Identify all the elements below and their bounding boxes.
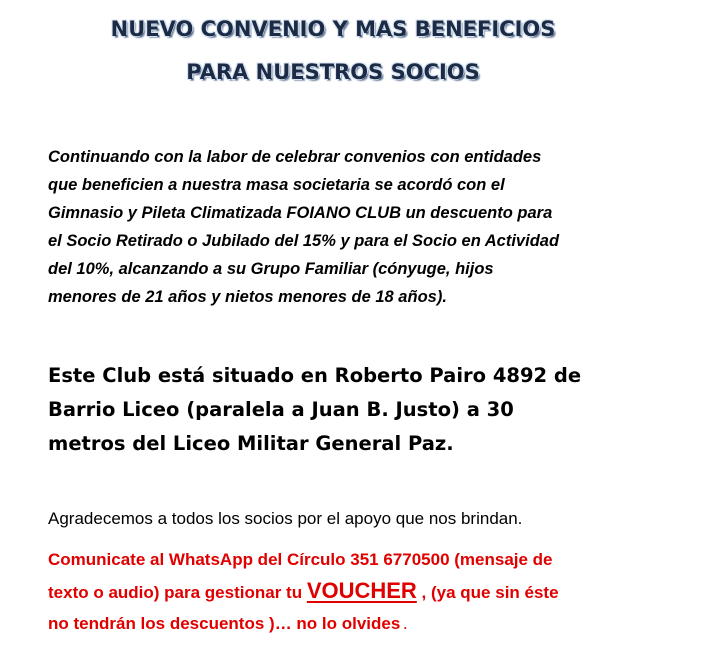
location-line: Barrio Liceo (paralela a Juan B. Justo) a 30	[48, 398, 514, 421]
whatsapp-line-1: Comunicate al WhatsApp del Círculo 351 6770500 (mensaje de	[48, 550, 553, 569]
whatsapp-notice	[48, 544, 668, 641]
intro-paragraph	[48, 143, 648, 311]
voucher-emphasis: VOUCHER	[306, 578, 417, 603]
intro-line: del 10%, alcanzando a su Grupo Familiar (cónyuge, hijos	[48, 260, 494, 278]
whatsapp-line-2-end: , (ya que sin éste	[416, 583, 559, 602]
intro-line: menores de 21 años y nietos menores de 18 años).	[48, 288, 447, 306]
whatsapp-line-2-start: texto o audio) para gestionar tu	[48, 583, 307, 602]
location-line: Este Club está situado en Roberto Pairo 4892 de	[48, 364, 582, 387]
intro-line: que beneficien a nuestra masa societaria se acordó con el	[48, 176, 505, 194]
whatsapp-line-3-text: no tendrán los descuentos )… no lo olvides	[48, 614, 401, 633]
intro-line: el Socio Retirado o Jubilado del 15% y para el Socio en Actividad	[48, 232, 560, 250]
location-line: metros del Liceo Militar General Paz.	[48, 432, 454, 455]
whatsapp-line-3	[48, 608, 668, 641]
location-paragraph	[48, 359, 668, 461]
thanks-text: Agradecemos a todos los socios por el apoyo que nos brindan.	[48, 509, 523, 528]
whatsapp-line-2	[48, 575, 668, 608]
title-line-1: NUEVO CONVENIO Y MAS BENEFICIOS	[110, 17, 556, 41]
title-line-2: PARA NUESTROS SOCIOS	[186, 60, 480, 84]
intro-line: Continuando con la labor de celebrar convenios con entidades	[48, 148, 542, 166]
whatsapp-line-3-dot: .	[400, 618, 407, 632]
intro-line: Gimnasio y Pileta Climatizada FOIANO CLUB un descuento para	[48, 204, 553, 222]
